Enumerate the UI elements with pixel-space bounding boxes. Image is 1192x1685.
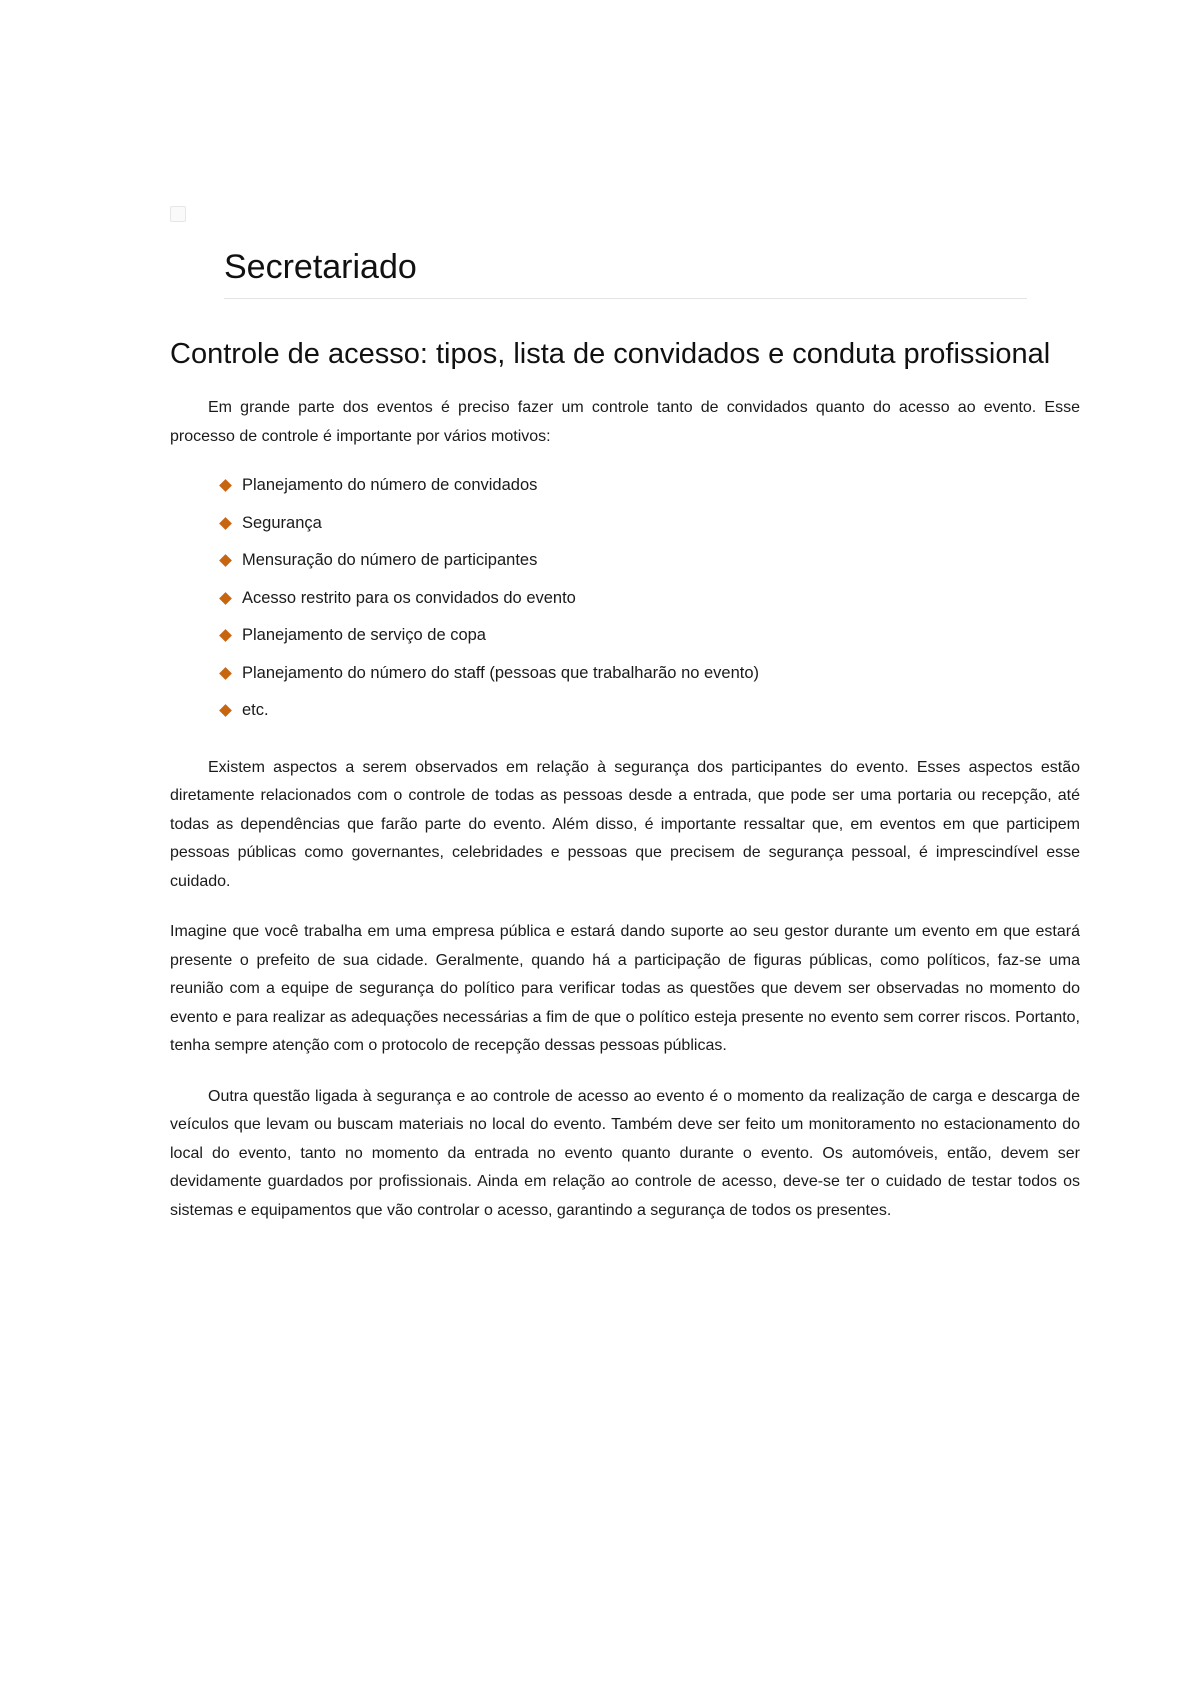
diamond-bullet-icon — [219, 517, 232, 530]
broken-image-icon — [170, 206, 186, 222]
reasons-list — [170, 467, 1080, 730]
list-item-text: Mensuração do número de participantes — [242, 551, 538, 570]
list-item — [218, 505, 1080, 543]
list-item — [218, 542, 1080, 580]
list-item-text: Planejamento do número do staff (pessoas que trabalharão no evento) — [242, 663, 760, 682]
list-item-text: Planejamento de serviço de copa — [242, 626, 486, 645]
list-item — [218, 617, 1080, 655]
document-content — [170, 334, 1080, 1225]
intro-paragraph: Em grande parte dos eventos é preciso fazer um controle tanto de convidados quanto do acesso ao evento. Esse processo de controle é importante por vários motivos: — [170, 399, 1080, 445]
public-figures-paragraph: Imagine que você trabalha em uma empresa pública e estará dando suporte ao seu gestor durante um evento em que estará presente o prefeito de sua cidade. Geralmente, quando há a participação de figuras públicas, como políticos, faz-se uma reunião com a equipe de segurança do político para verificar todas as questões que devem ser observadas no momento do evento e para realizar as adequações necessárias a fim de que o político esteja presente no evento sem correr riscos. Portanto, tenha sempre atenção com o protocolo de recepção dessas pessoas públicas. — [170, 923, 1080, 1054]
list-item — [218, 692, 1080, 730]
list-item-text: Acesso restrito para os convidados do evento — [242, 588, 576, 607]
vehicles-paragraph: Outra questão ligada à segurança e ao controle de acesso ao evento é o momento da realização de carga e descarga de veículos que levam ou buscam materiais no local do evento. Também deve ser feito um monitoramento no estacionamento do local do evento, tanto no momento da entrada no evento quanto durante o evento. Os automóveis, então, devem ser devidamente guardados por profissionais. Ainda em relação ao controle de acesso, deve-se ter o cuidado de testar todos os sistemas e equipamentos que vão controlar o acesso, garantindo a segurança de todos os presentes. — [170, 1087, 1080, 1219]
diamond-bullet-icon — [219, 554, 232, 567]
list-item — [218, 655, 1080, 693]
list-item-text: etc. — [242, 701, 269, 720]
security-paragraph: Existem aspectos a serem observados em relação à segurança dos participantes do evento. Esses aspectos estão diretamente relacionados com o controle de todas as pessoas desde a entrada, que pode ser uma portaria ou recepção, até todas as dependências que farão parte do evento. Além disso, é importante ressaltar que, em eventos em que participem pessoas públicas como governantes, celebridades e pessoas que precisem de segurança pessoal, é imprescindível esse cuidado. — [170, 758, 1080, 890]
diamond-bullet-icon — [219, 629, 232, 642]
section-header — [224, 244, 1027, 299]
list-item-text: Segurança — [242, 513, 322, 532]
list-item-text: Planejamento do número de convidados — [242, 476, 538, 495]
diamond-bullet-icon — [219, 704, 232, 717]
section-title: Secretariado — [224, 244, 1027, 299]
list-item — [218, 467, 1080, 505]
list-item — [218, 580, 1080, 618]
diamond-bullet-icon — [219, 667, 232, 680]
page-title: Controle de acesso: tipos, lista de convidados e conduta profissional — [170, 338, 1051, 370]
diamond-bullet-icon — [219, 479, 232, 492]
diamond-bullet-icon — [219, 592, 232, 605]
